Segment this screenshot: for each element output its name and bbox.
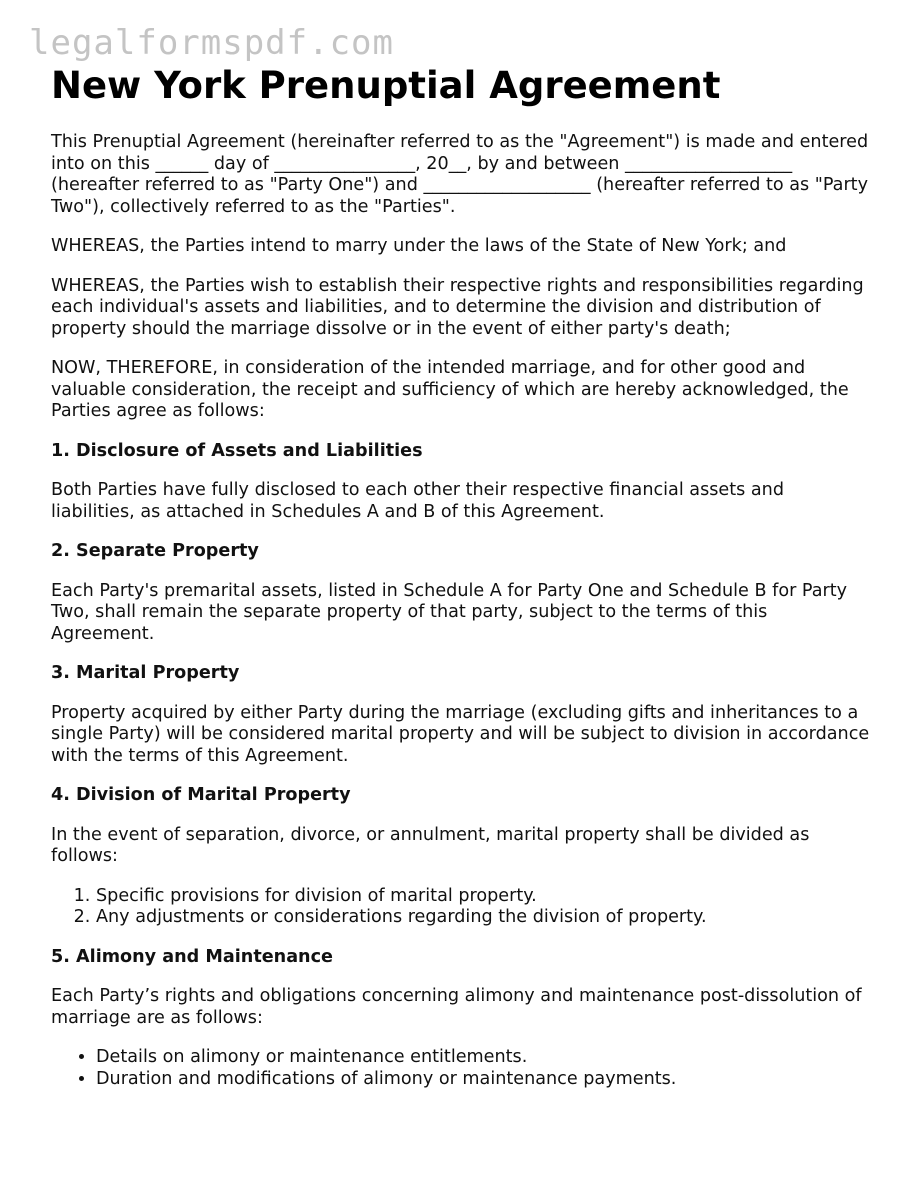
now-therefore-paragraph: NOW, THEREFORE, in consideration of the intended marriage, and for other good and valuable consideration, the receipt and sufficiency of which are hereby acknowledged, the Parties agree as follows: [51,358,849,421]
watermark: legalformspdf.com [29,23,394,63]
section-heading-division: 4. Division of Marital Property [51,785,351,805]
page-title: New York Prenuptial Agreement [51,64,721,107]
section-heading-alimony: 5. Alimony and Maintenance [51,946,333,967]
section-heading-marital-property: 3. Marital Property [51,663,240,683]
section-heading-disclosure: 1. Disclosure of Assets and Liabilities [51,440,423,461]
section-body-marital-property: Property acquired by either Party during the marriage (excluding gifts and inheritances to a single Party) will be considered marital property and will be subject to division in accordance with the terms of this Agreement. [51,702,870,766]
section-body-division: In the event of separation, divorce, or annulment, marital property shall be divided as follows: [51,824,810,866]
whereas-paragraph-1: WHEREAS, the Parties intend to marry under the laws of the State of New York; and [51,236,787,256]
division-list [51,886,873,929]
alimony-list [51,1047,873,1090]
list-item: • Details on alimony or maintenance entitlements. [96,1047,873,1069]
section-body-separate-property: Each Party's premarital assets, listed in Schedule A for Party One and Schedule B for Party Two, shall remain the separate property of that party, subject to the terms of this Agreement. [51,580,848,644]
section-body-alimony: Each Party’s rights and obligations concerning alimony and maintenance post-dissolution of marriage are as follows: [51,986,862,1028]
document-page [51,64,873,1108]
list-item: 2. Any adjustments or considerations regarding the division of property. [96,907,873,929]
list-item: 1. Specific provisions for division of marital property. [96,886,873,908]
intro-paragraph: This Prenuptial Agreement (hereinafter referred to as the "Agreement") is made and entered into on this ______ day of ________________, 20__, by and between ___________________ (hereafter referred to as "Party One") and ___________________ (hereafter referred to as "Party Two"), collectively referred to as the "Parties". [51,132,869,217]
list-item: • Duration and modifications of alimony or maintenance payments. [96,1069,873,1091]
whereas-paragraph-2: WHEREAS, the Parties wish to establish their respective rights and responsibilities regarding each individual's assets and liabilities, and to determine the division and distribution of property should the marriage dissolve or in the event of either party's death; [51,275,864,339]
section-heading-separate-property: 2. Separate Property [51,541,259,561]
section-body-disclosure: Both Parties have fully disclosed to each other their respective financial assets and liabilities, as attached in Schedules A and B of this Agreement. [51,480,784,522]
